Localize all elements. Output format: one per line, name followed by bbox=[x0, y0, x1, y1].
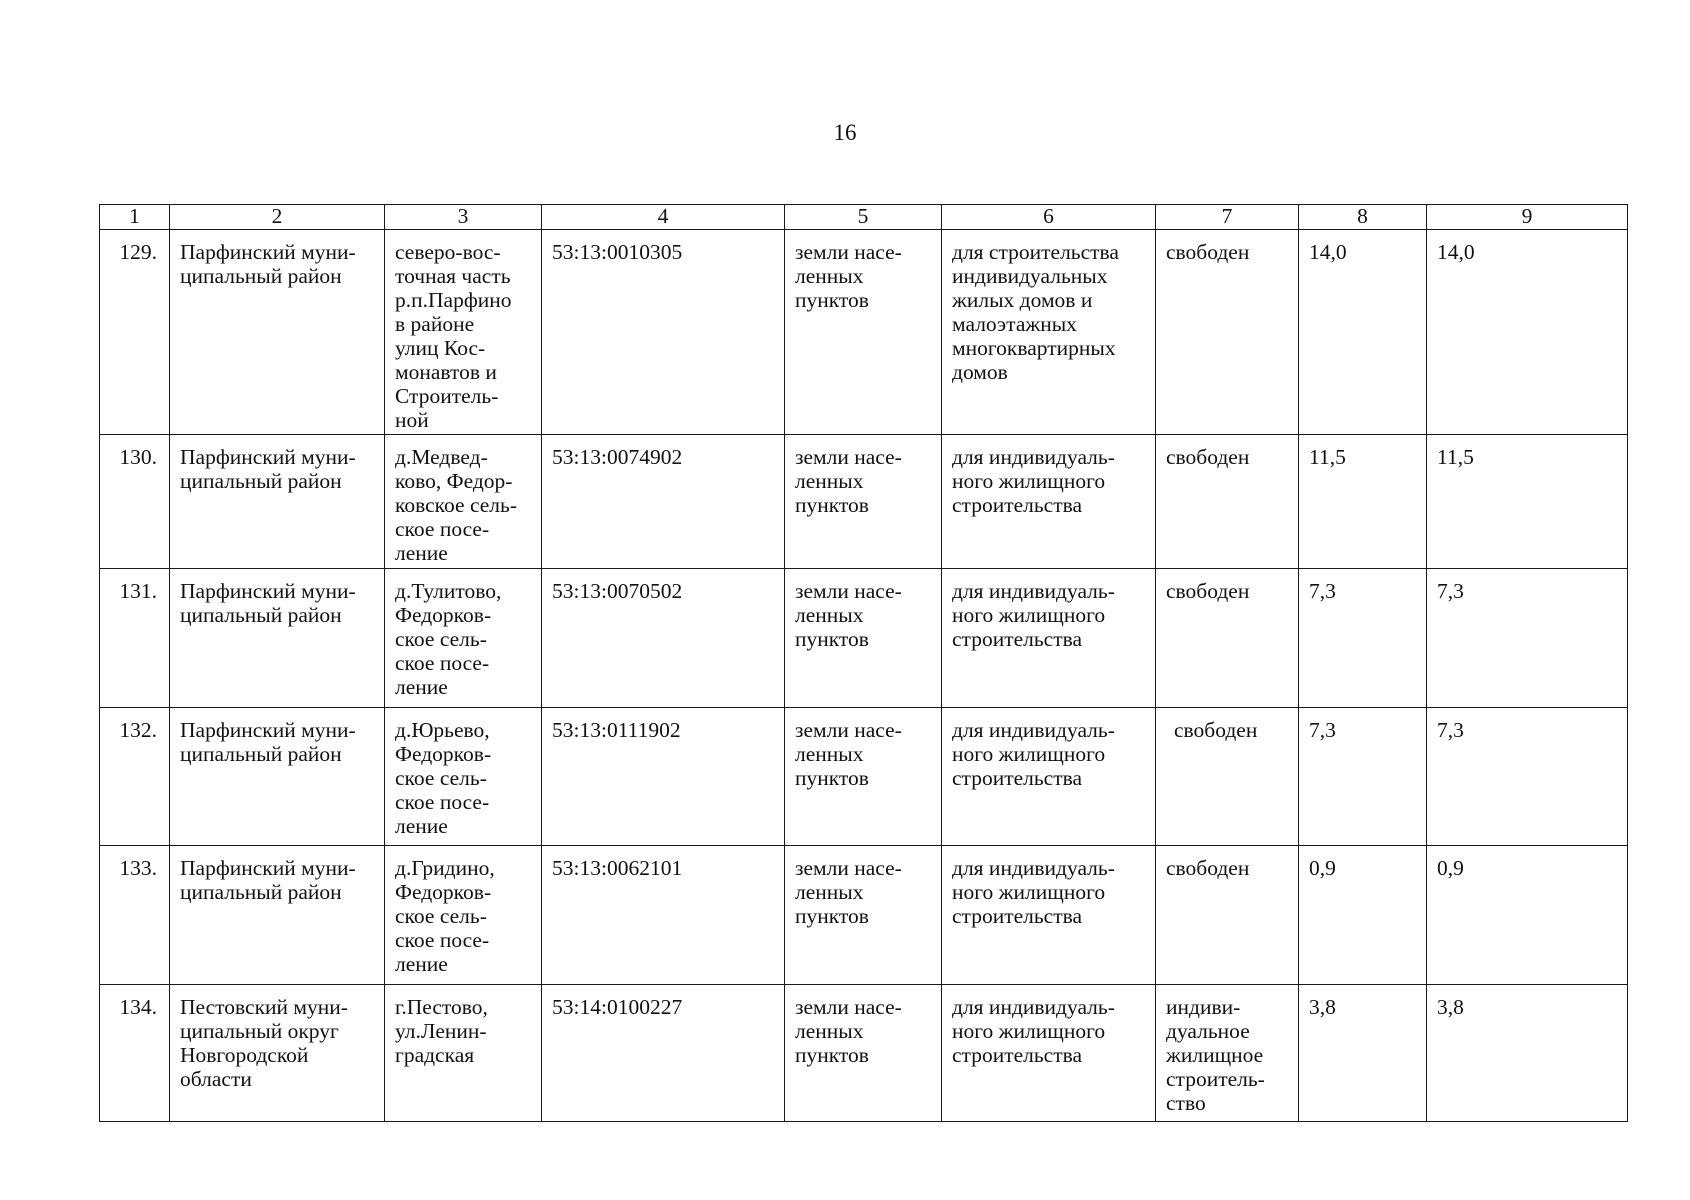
column-9-cell: 14,0 bbox=[1427, 230, 1628, 435]
column-8-cell: 0,9 bbox=[1299, 846, 1427, 985]
location-cell: д.Медвед- ково, Федор- ковское сель- ское посе- ление bbox=[385, 435, 542, 569]
location-cell: д.Юрьево, Федорков- ское сель- ское посе- ление bbox=[385, 708, 542, 846]
status-cell: свободен bbox=[1156, 846, 1299, 985]
column-header-3: 3 bbox=[385, 205, 542, 230]
land-category-cell: земли насе- ленных пунктов bbox=[785, 985, 942, 1122]
permitted-use-cell: для индивидуаль- ного жилищного строительства bbox=[942, 569, 1156, 708]
column-9-cell: 0,9 bbox=[1427, 846, 1628, 985]
row-number: 130. bbox=[100, 435, 170, 569]
page-number: 16 bbox=[833, 120, 857, 145]
land-category-cell: земли насе- ленных пунктов bbox=[785, 435, 942, 569]
status-cell: свободен bbox=[1156, 569, 1299, 708]
column-header-1: 1 bbox=[100, 205, 170, 230]
column-header-4: 4 bbox=[542, 205, 785, 230]
table-header bbox=[100, 205, 1628, 230]
land-category-cell: земли насе- ленных пунктов bbox=[785, 230, 942, 435]
column-8-cell: 7,3 bbox=[1299, 708, 1427, 846]
municipality-cell: Парфинский муни- ципальный район bbox=[170, 230, 385, 435]
location-cell: д.Гридино, Федорков- ское сель- ское посе- ление bbox=[385, 846, 542, 985]
column-header-9: 9 bbox=[1427, 205, 1628, 230]
location-cell: д.Тулитово, Федорков- ское сель- ское посе- ление bbox=[385, 569, 542, 708]
permitted-use-cell: для индивидуаль- ного жилищного строительства bbox=[942, 846, 1156, 985]
row-number: 133. bbox=[100, 846, 170, 985]
land-plots-table bbox=[99, 204, 1628, 1122]
table-row bbox=[100, 435, 1628, 569]
cadastral-number-cell: 53:14:0100227 bbox=[542, 985, 785, 1122]
permitted-use-cell: для индивидуаль- ного жилищного строительства bbox=[942, 435, 1156, 569]
table-row bbox=[100, 230, 1628, 435]
status-cell: индиви- дуальное жилищное строитель- ство bbox=[1156, 985, 1299, 1122]
land-category-cell: земли насе- ленных пунктов bbox=[785, 708, 942, 846]
location-cell: северо-вос- точная часть р.п.Парфино в районе улиц Кос- монавтов и Строитель- ной bbox=[385, 230, 542, 435]
municipality-cell: Парфинский муни- ципальный район bbox=[170, 435, 385, 569]
cadastral-number-cell: 53:13:0010305 bbox=[542, 230, 785, 435]
table-row bbox=[100, 708, 1628, 846]
row-number: 132. bbox=[100, 708, 170, 846]
row-number: 131. bbox=[100, 569, 170, 708]
municipality-cell: Парфинский муни- ципальный район bbox=[170, 846, 385, 985]
column-header-5: 5 bbox=[785, 205, 942, 230]
column-header-6: 6 bbox=[942, 205, 1156, 230]
table-row bbox=[100, 985, 1628, 1122]
table-body bbox=[100, 230, 1628, 1122]
land-category-cell: земли насе- ленных пунктов bbox=[785, 569, 942, 708]
row-number: 129. bbox=[100, 230, 170, 435]
cadastral-number-cell: 53:13:0062101 bbox=[542, 846, 785, 985]
status-cell: свободен bbox=[1156, 435, 1299, 569]
column-8-cell: 11,5 bbox=[1299, 435, 1427, 569]
column-header-7: 7 bbox=[1156, 205, 1299, 230]
column-header-8: 8 bbox=[1299, 205, 1427, 230]
column-8-cell: 14,0 bbox=[1299, 230, 1427, 435]
column-8-cell: 3,8 bbox=[1299, 985, 1427, 1122]
municipality-cell: Парфинский муни- ципальный район bbox=[170, 569, 385, 708]
cadastral-number-cell: 53:13:0070502 bbox=[542, 569, 785, 708]
permitted-use-cell: для индивидуаль- ного жилищного строительства bbox=[942, 985, 1156, 1122]
column-9-cell: 11,5 bbox=[1427, 435, 1628, 569]
land-category-cell: земли насе- ленных пунктов bbox=[785, 846, 942, 985]
column-9-cell: 7,3 bbox=[1427, 569, 1628, 708]
municipality-cell: Пестовский муни- ципальный округ Новгородской области bbox=[170, 985, 385, 1122]
table-row bbox=[100, 569, 1628, 708]
permitted-use-cell: для индивидуаль- ного жилищного строительства bbox=[942, 708, 1156, 846]
status-cell: свободен bbox=[1156, 708, 1299, 846]
table-row bbox=[100, 846, 1628, 985]
cadastral-number-cell: 53:13:0111902 bbox=[542, 708, 785, 846]
column-9-cell: 7,3 bbox=[1427, 708, 1628, 846]
row-number: 134. bbox=[100, 985, 170, 1122]
municipality-cell: Парфинский муни- ципальный район bbox=[170, 708, 385, 846]
cadastral-number-cell: 53:13:0074902 bbox=[542, 435, 785, 569]
column-8-cell: 7,3 bbox=[1299, 569, 1427, 708]
status-cell: свободен bbox=[1156, 230, 1299, 435]
column-header-2: 2 bbox=[170, 205, 385, 230]
permitted-use-cell: для строительства индивидуальных жилых домов и малоэтажных многоквартирных домов bbox=[942, 230, 1156, 435]
header-row bbox=[100, 205, 1628, 230]
location-cell: г.Пестово, ул.Ленин- градская bbox=[385, 985, 542, 1122]
column-9-cell: 3,8 bbox=[1427, 985, 1628, 1122]
